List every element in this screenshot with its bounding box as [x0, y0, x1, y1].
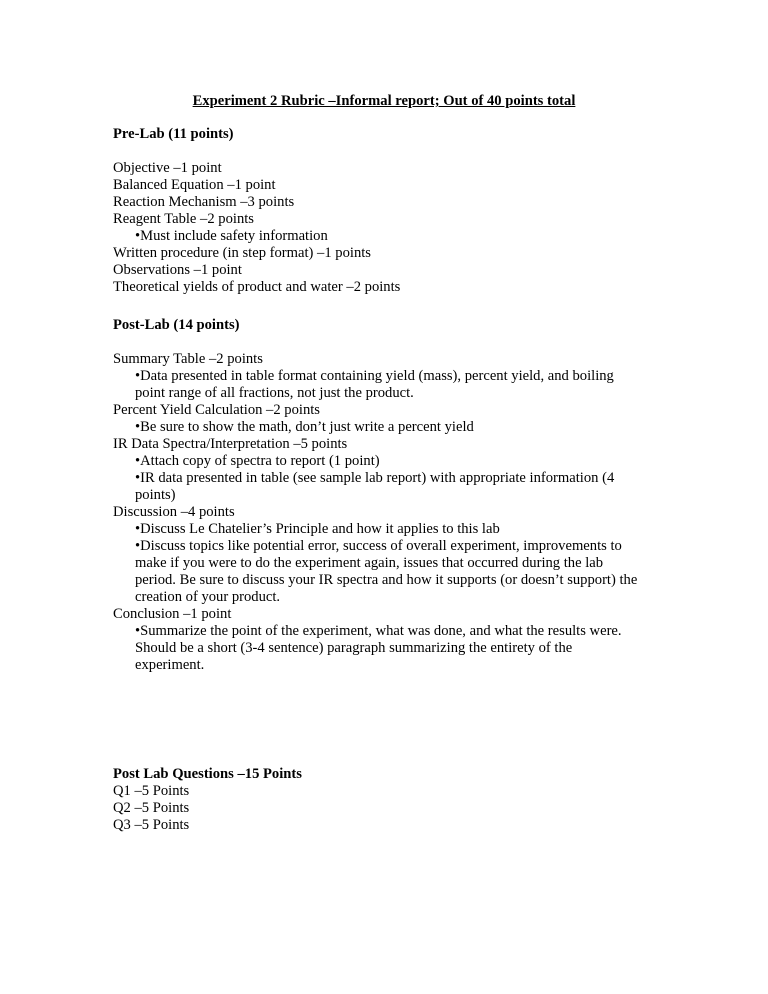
postlab-section	[113, 317, 673, 674]
question-item-q3: Q3 –5 Points	[113, 817, 190, 833]
postlab-item-conclusion: Conclusion –1 point	[113, 606, 232, 622]
postlab-conclusion-bullet	[113, 623, 673, 674]
postlab-item-percent-yield: Percent Yield Calculation –2 points	[113, 402, 320, 418]
postlab-percent-yield-bullet: •Be sure to show the math, don’t just write a percent yield	[135, 419, 474, 435]
prelab-item-objective: Objective –1 point	[113, 160, 222, 176]
question-item-q1: Q1 –5 Points	[113, 783, 190, 799]
question-item-q2: Q2 –5 Points	[113, 800, 190, 816]
postlab-conclusion-bullet-line: •Summarize the point of the experiment, what was done, and what the results were.	[135, 623, 622, 639]
postlab-discussion-bullet-lechatelier: •Discuss Le Chatelier’s Principle and how it applies to this lab	[135, 521, 500, 537]
prelab-item-theoretical-yields: Theoretical yields of product and water –2 points	[113, 279, 401, 295]
page-title: Experiment 2 Rubric –Informal report; Out of 40 points total	[192, 93, 576, 109]
postlab-discussion-bullet-line: •Discuss topics like potential error, success of overall experiment, improvements to	[135, 538, 622, 554]
postlab-summary-bullet-line: •Data presented in table format containing yield (mass), percent yield, and boiling	[135, 368, 614, 384]
postlab-discussion-bullet-line: period. Be sure to discuss your IR spectra and how it supports (or doesn’t support) the	[135, 572, 638, 588]
postlab-ir-bullet-table	[113, 470, 673, 504]
prelab-item-reagent-table: Reagent Table –2 points	[113, 211, 254, 227]
prelab-item-observations: Observations –1 point	[113, 262, 242, 278]
questions-section	[113, 766, 673, 834]
postlab-item-discussion: Discussion –4 points	[113, 504, 235, 520]
postlab-item-summary-table: Summary Table –2 points	[113, 351, 263, 367]
postlab-ir-bullet-attach: •Attach copy of spectra to report (1 point)	[135, 453, 380, 469]
postlab-ir-bullet-line: •IR data presented in table (see sample lab report) with appropriate information (4	[135, 470, 615, 486]
postlab-item-ir-data: IR Data Spectra/Interpretation –5 points	[113, 436, 348, 452]
postlab-ir-bullet-line: points)	[135, 487, 176, 503]
prelab-item-written-procedure: Written procedure (in step format) –1 points	[113, 245, 371, 261]
prelab-item-balanced-equation: Balanced Equation –1 point	[113, 177, 276, 193]
prelab-heading: Pre-Lab (11 points)	[113, 126, 234, 142]
postlab-summary-bullet	[113, 368, 673, 402]
postlab-summary-bullet-line: point range of all fractions, not just the product.	[135, 385, 414, 401]
postlab-conclusion-bullet-line: experiment.	[135, 657, 205, 673]
postlab-discussion-bullet-line: creation of your product.	[135, 589, 281, 605]
questions-heading: Post Lab Questions –15 Points	[113, 766, 302, 782]
prelab-section	[113, 126, 673, 296]
prelab-item-reaction-mechanism: Reaction Mechanism –3 points	[113, 194, 295, 210]
postlab-conclusion-bullet-line: Should be a short (3-4 sentence) paragraph summarizing the entirety of the	[135, 640, 573, 656]
postlab-discussion-bullet-topics	[113, 538, 673, 606]
postlab-heading: Post-Lab (14 points)	[113, 317, 240, 333]
prelab-reagent-bullet: •Must include safety information	[135, 228, 328, 244]
postlab-discussion-bullet-line: make if you were to do the experiment again, issues that occurred during the lab	[135, 555, 604, 571]
